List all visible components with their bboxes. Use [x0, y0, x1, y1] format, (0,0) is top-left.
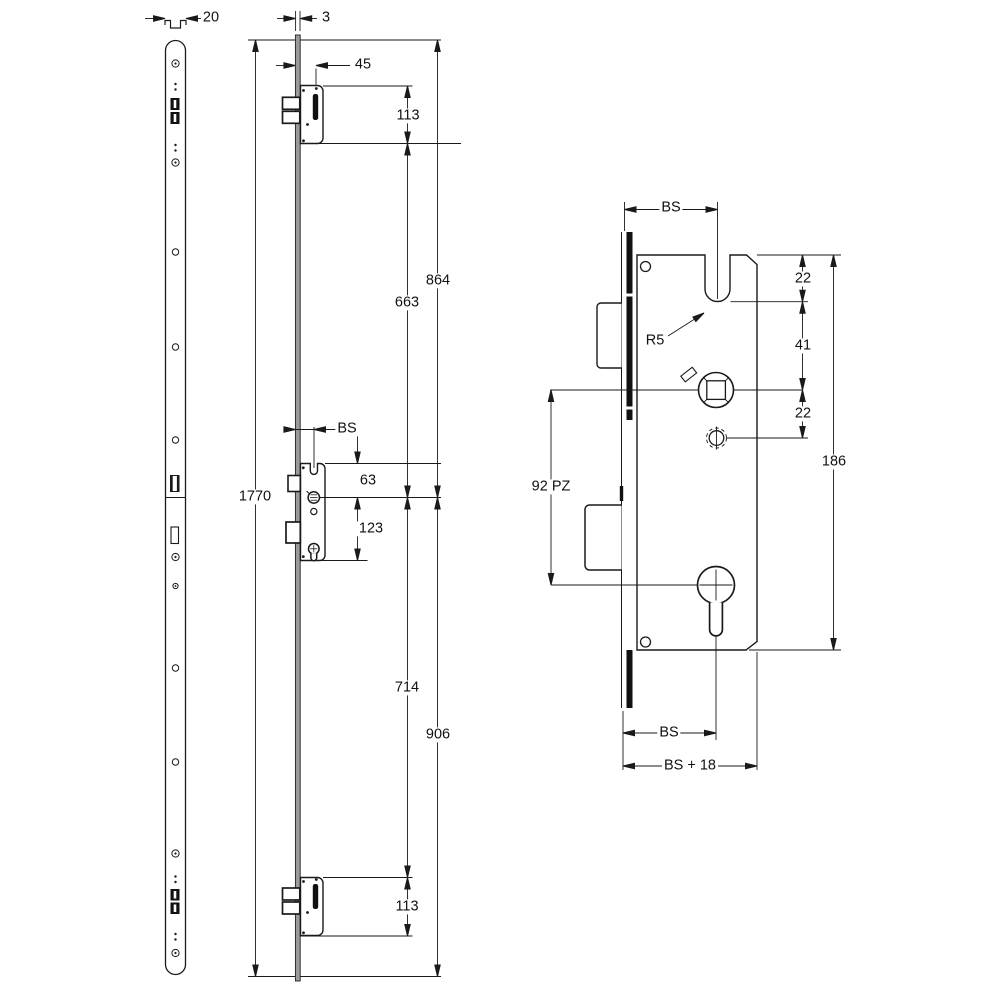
- central-gearbox-case: [286, 464, 325, 561]
- dead-bolt-side: [585, 505, 622, 570]
- dim-label-backset-front: BS: [337, 420, 357, 437]
- dim-label-case-depth: BS + 18: [664, 757, 716, 774]
- spindle-follower: [699, 373, 734, 408]
- strip-profile-section: [165, 21, 186, 29]
- dim-label-case-top-to-notch: 22: [794, 270, 812, 287]
- dim-label-follower-to-case-bottom: 123: [358, 520, 384, 537]
- dim-label-profile-width: 20: [202, 9, 220, 26]
- dim-label-top-case-to-follower: 663: [394, 294, 420, 311]
- dim-label-follower-to-case-top: 63: [359, 472, 377, 489]
- gearbox-detail-view: [548, 199, 841, 770]
- lock-front-view: [248, 11, 461, 981]
- dim-label-follower-to-bottom-end: 906: [425, 726, 451, 743]
- faceplate-strip-view: [145, 16, 202, 975]
- top-lock-case: [283, 86, 324, 144]
- fixing-hole-bottom: [641, 637, 651, 647]
- keep-strip-body: [166, 41, 186, 975]
- gearbox-case-outline: [637, 255, 757, 650]
- dim-label-follower-to-bottom-case: 714: [394, 679, 420, 696]
- faceplate-rail: [295, 35, 300, 981]
- dim-label-bottom-case-height: 113: [395, 898, 419, 915]
- dim-label-case-height: 186: [821, 453, 847, 470]
- bottom-lock-case: [283, 878, 324, 936]
- dim-label-top-end-to-follower: 864: [425, 272, 451, 289]
- dim-label-follower-to-cylinder: 92 PZ: [531, 478, 571, 495]
- dim-label-backset-detail-bottom: BS: [659, 724, 679, 741]
- dead-bolt: [286, 522, 300, 543]
- dim-label-top-point-offset: 45: [354, 56, 372, 73]
- fixing-hole-top: [641, 262, 651, 272]
- dim-label-top-case-height: 113: [396, 107, 420, 124]
- dim-label-notch-to-follower: 41: [794, 337, 812, 354]
- dim-label-follower-to-screw: 22: [794, 405, 812, 422]
- latch-bolt: [288, 476, 300, 492]
- latch-bolt-side: [597, 303, 622, 368]
- dim-label-faceplate-thickness: 3: [321, 9, 331, 26]
- dim-label-backset-detail-top: BS: [661, 199, 681, 216]
- dim-label-total-length: 1770: [238, 488, 272, 505]
- dim-label-notch-radius: R5: [645, 332, 665, 349]
